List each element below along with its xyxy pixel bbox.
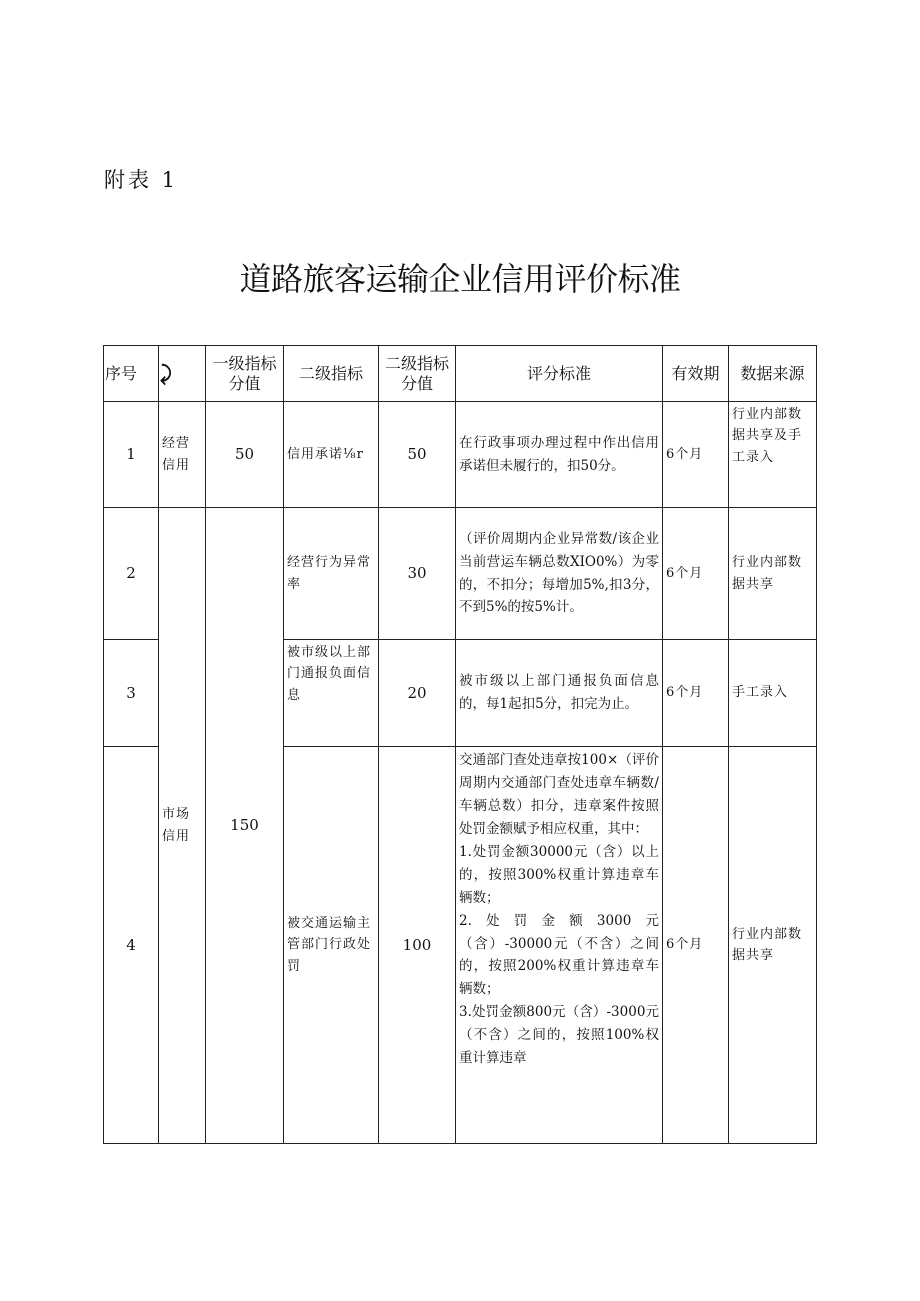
- row-criteria: 被市级以上部门通报负面信息的，每1起扣5分，扣完为止。: [456, 640, 663, 747]
- criteria-line: 3.处罚金额800元（含）-3000元（不含）之间的，按照100%权重计算违章: [459, 1004, 659, 1067]
- row-l2-indicator: 被交通运输主管部门行政处罚: [284, 747, 379, 1144]
- row-seq: 2: [104, 508, 159, 640]
- row-l2-score: 100: [379, 747, 456, 1144]
- row-l2-score: 50: [379, 402, 456, 508]
- row-source: 行业内部数据共享: [729, 508, 817, 640]
- row-validity: 6个月: [663, 402, 729, 508]
- row-l2-score: 20: [379, 640, 456, 747]
- row-validity: 6个月: [663, 508, 729, 640]
- row-seq: 4: [104, 747, 159, 1144]
- header-source: 数据来源: [729, 346, 817, 402]
- row-source: 行业内部数据共享: [729, 747, 817, 1144]
- row-l2-score: 30: [379, 508, 456, 640]
- row-l1-indicator: 经营信用: [159, 402, 206, 508]
- document-title: 道路旅客运输企业信用评价标准: [239, 260, 681, 298]
- header-criteria: 评分标准: [456, 346, 663, 402]
- row-criteria: [456, 747, 663, 1144]
- row-validity: 6个月: [663, 747, 729, 1144]
- row-l1-score: 150: [206, 508, 284, 1144]
- row-seq: 1: [104, 402, 159, 508]
- header-l1-indicator: [159, 346, 206, 402]
- annex-label: 附表 1: [104, 168, 179, 192]
- row-l2-indicator: 经营行为异常率: [284, 508, 379, 640]
- criteria-line: 2.处罚金额3000元（含）-30000元（不含）之间的，按照200%权重计算违章车辆数；: [459, 912, 659, 998]
- table-row: [104, 402, 817, 508]
- header-l2-indicator: 二级指标: [284, 346, 379, 402]
- row-criteria: （评价周期内企业异常数/该企业当前营运车辆总数XIO0%）为零的，不扣分；每增加5%,扣3分，不到5%的按5%计。: [456, 508, 663, 640]
- row-l2-indicator: 信用承诺⅛r: [284, 402, 379, 508]
- curved-arrow-icon: ⤸: [160, 361, 172, 385]
- row-l1-indicator: 市场信用: [159, 508, 206, 1144]
- row-validity: 6个月: [663, 640, 729, 747]
- header-validity: 有效期: [663, 346, 729, 402]
- table-row: [104, 508, 817, 640]
- row-source: 手工录入: [729, 640, 817, 747]
- row-source: 行业内部数据共享及手工录入: [729, 402, 817, 508]
- header-row: [104, 346, 817, 402]
- credit-criteria-table: [103, 345, 817, 1144]
- row-seq: 3: [104, 640, 159, 747]
- row-criteria: 在行政事项办理过程中作出信用承诺但未履行的，扣50分。: [456, 402, 663, 508]
- row-l1-score: 50: [206, 402, 284, 508]
- header-l1-score: 一级指标分值: [206, 346, 284, 402]
- row-l2-indicator: 被市级以上部门通报负面信息: [284, 640, 379, 747]
- header-l2-score: 二级指标分值: [379, 346, 456, 402]
- criteria-line: 1.处罚金额30000元（含）以上的，按照300%权重计算违章车辆数；: [459, 843, 659, 906]
- criteria-line: 交通部门查处违章按100×（评价周期内交通部门查处违章车辆数/车辆总数）扣分，违章案件按照处罚金额赋予相应权重，其中：: [459, 752, 659, 837]
- header-seq: 序号: [104, 346, 159, 402]
